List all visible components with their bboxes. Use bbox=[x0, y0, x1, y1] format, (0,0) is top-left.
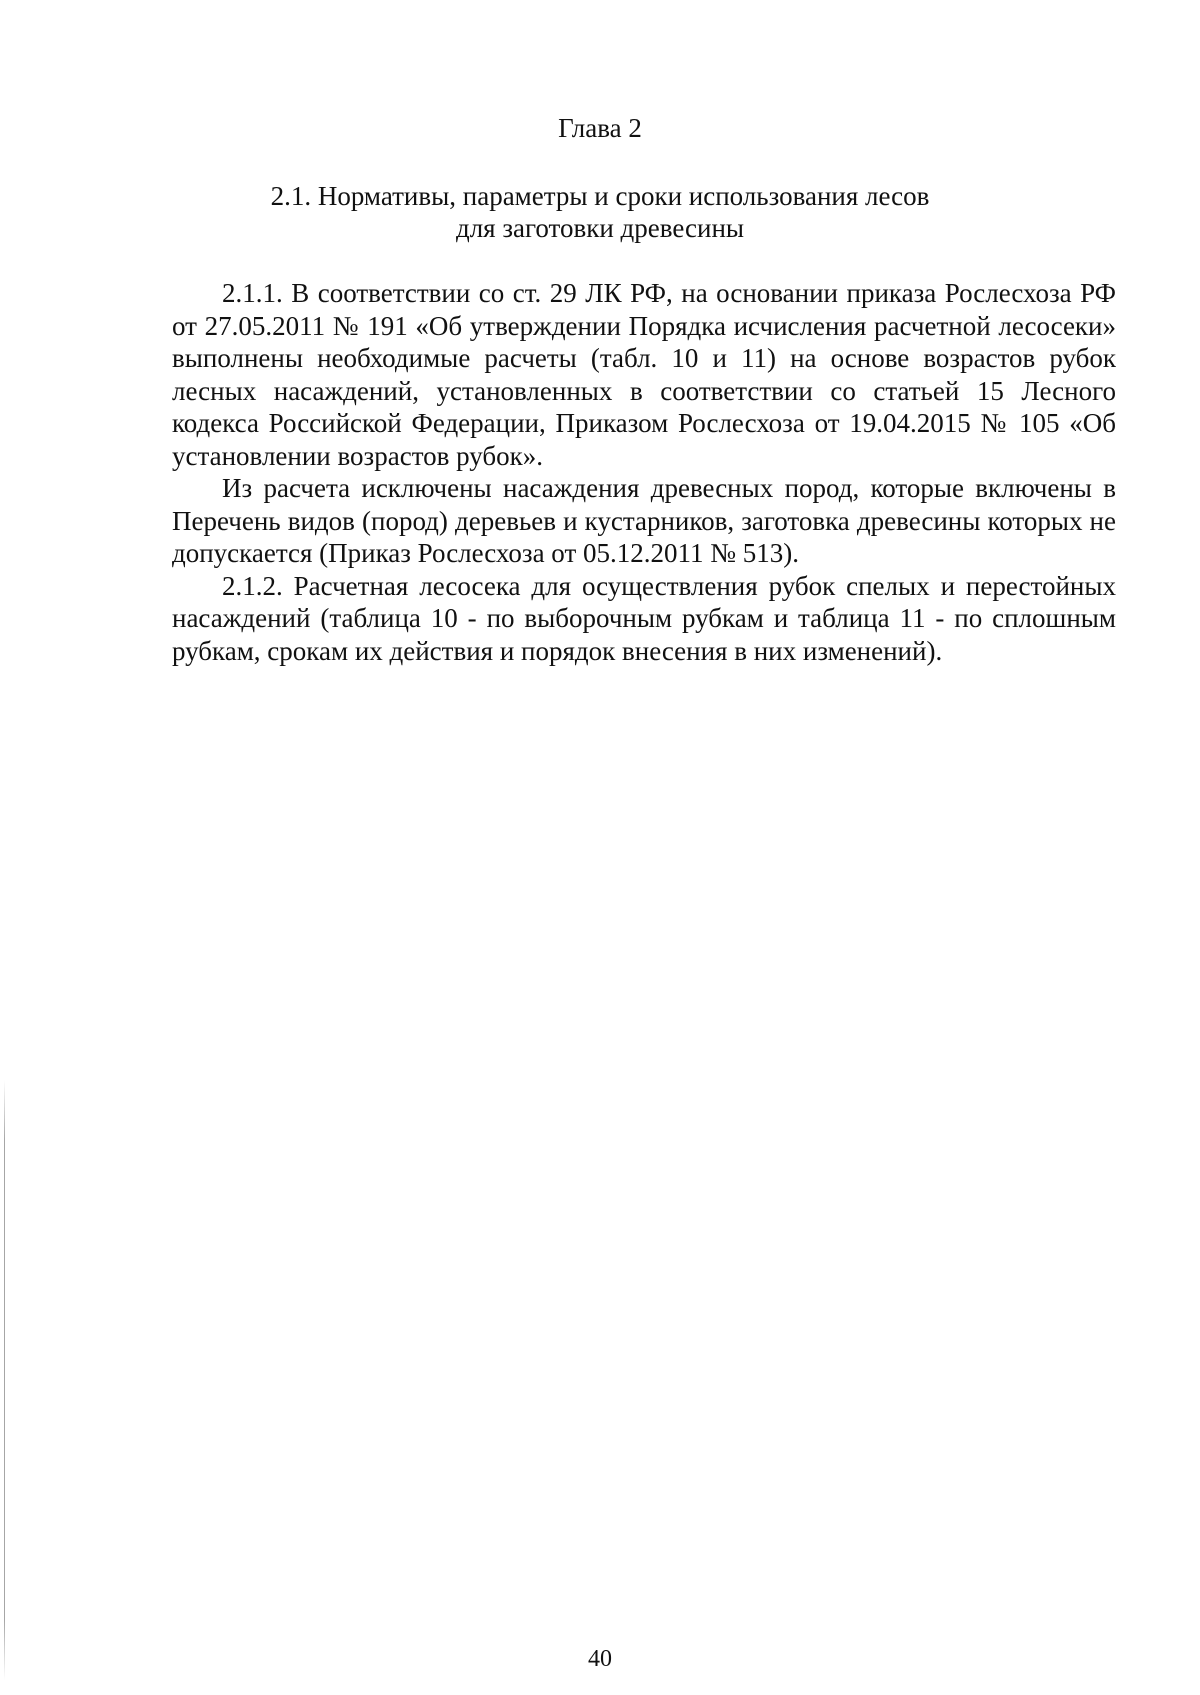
chapter-title: Глава 2 bbox=[558, 113, 642, 143]
paragraph-2-1-2: 2.1.2. Расчетная лесосека для осуществления рубок спелых и перестойных насаждений (таблица 10 - по выборочным рубкам и таблица 11 - по сплошным рубкам, срокам их действия и порядок внесения в них изменений). bbox=[172, 570, 1116, 666]
scan-edge-line bbox=[4, 1080, 5, 1680]
page-number: 40 bbox=[588, 1646, 612, 1672]
section-title-line-1: 2.1. Нормативы, параметры и сроки использования лесов bbox=[270, 181, 930, 211]
body-text bbox=[172, 277, 1116, 667]
section-title bbox=[0, 180, 1200, 244]
paragraph-exclusions: Из расчета исключены насаждения древесных пород, которые включены в Перечень видов (пород) деревьев и кустарников, заготовка древесины которых не допускается (Приказ Рослесхоза от 05.12.2011 № 513). bbox=[172, 473, 1116, 568]
section-title-line-2: для заготовки древесины bbox=[455, 213, 745, 243]
paragraph-2-1-1: 2.1.1. В соответствии со ст. 29 ЛК РФ, на основании приказа Рослесхоза РФ от 27.05.2011 № 191 «Об утверждении Порядка исчисления расчетной лесосеки» выполнены необходимые расчеты (табл. 10 и 11) на основе возрастов рубок лесных насаждений, установленных в соответствии со статьей 15 Лесного кодекса Российской Федерации, Приказом Рослесхоза от 19.04.2015 № 105 «Об установлении возрастов рубок». bbox=[172, 278, 1116, 471]
